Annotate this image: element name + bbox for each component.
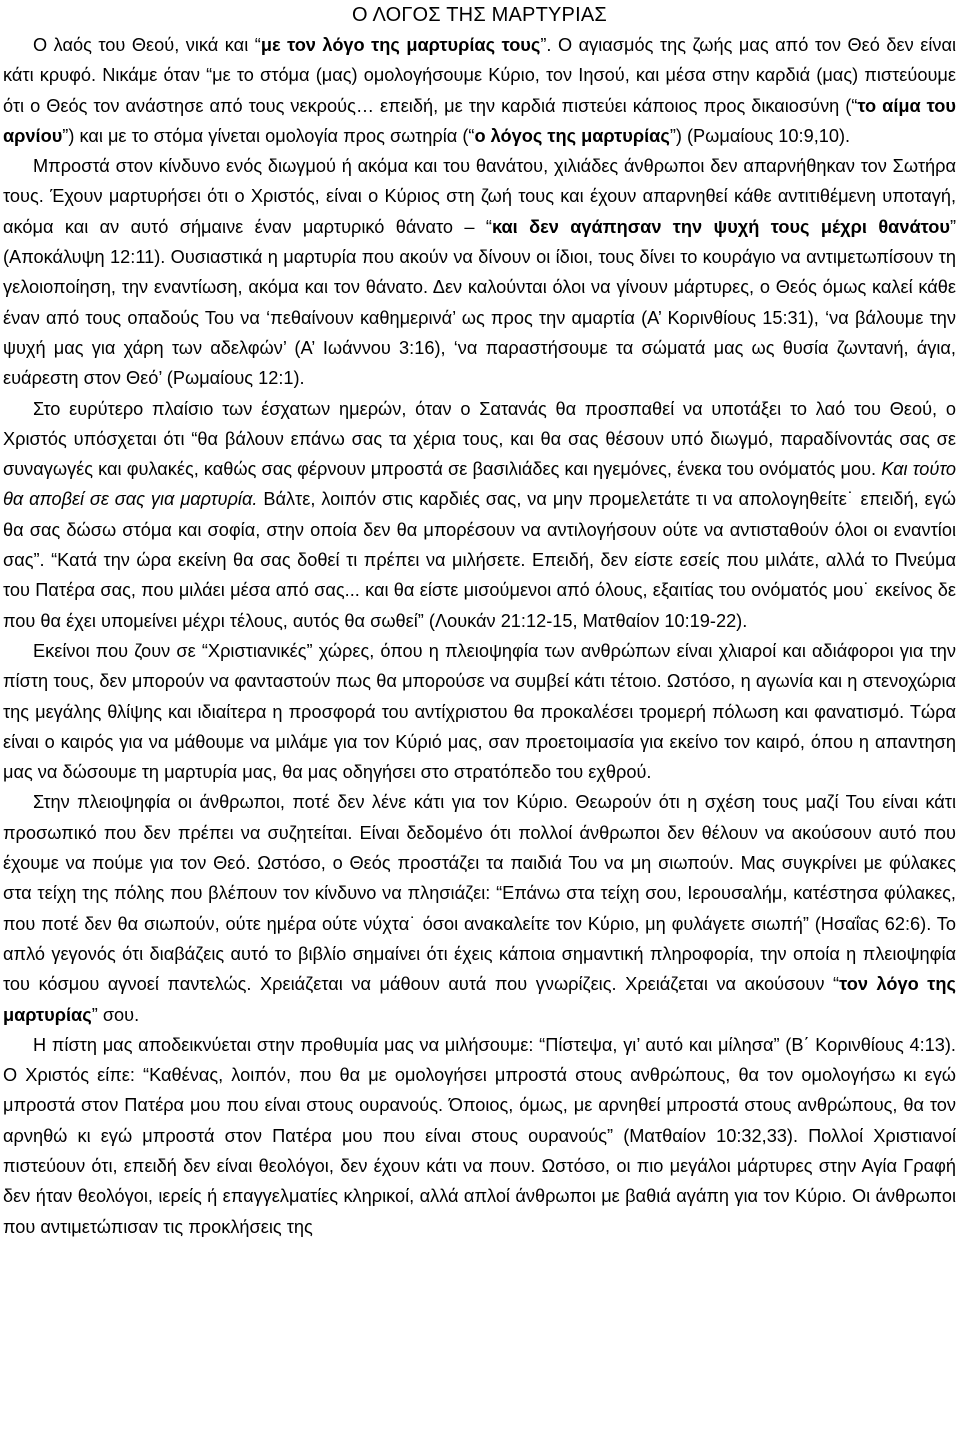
document-body (3, 30, 956, 1242)
text-run: Η πίστη μας αποδεικνύεται στην προθυμία μας να μιλήσουμε: “Πίστεψα, γι’ αυτό και μίλησα” (Β΄ Κορινθίους 4:13). Ο Χριστός είπε: “Καθένας, λοιπόν, που θα με ομολογήσει μπροστά στους ανθρώπους, θα τον ομολογήσω κι εγώ μπροστά στον Πατέρα μου που είναι στους ουρανούς. Όποιος, όμως, με αρνηθεί μπροστά στους ανθρώπους, θα τον αρνηθώ κι εγώ μπροστά στον Πατέρα μου που είναι στους ουρανούς” (Ματθαίον 10:32,33). Πολλοί Χριστιανοί πιστεύουν ότι, επειδή δεν είναι θεολόγοι, δεν έχουν κάτι να πουν. Ωστόσο, οι πιο μεγάλοι μάρτυρες στην Αγία Γραφή δεν ήταν θεολόγοι, ιερείς ή επαγγελματίες κληρικοί, αλλά απλοί άνθρωποι με βαθιά αγάπη για τον Κύριο. Οι άνθρωποι που αντιμετώπισαν τις προκλήσεις της (3, 1034, 956, 1237)
bold-text-run: με τον λόγο της μαρτυρίας τους (260, 35, 541, 55)
paragraph (3, 30, 956, 151)
paragraph (3, 787, 956, 1029)
paragraph (3, 394, 956, 636)
paragraph (3, 636, 956, 787)
document-title: Ο ΛΟΓΟΣ ΤΗΣ ΜΑΡΤΥΡΙΑΣ (352, 4, 607, 26)
text-run: Ο λαός του Θεού, νικά και “ (33, 35, 261, 55)
bold-text-run: τον λόγο της μαρτυρίας (3, 974, 956, 1025)
text-run: ”) και με το στόμα γίνεται ομολογία προς σωτηρία (“ (62, 125, 475, 146)
paragraph (3, 1030, 956, 1242)
text-run: ” σου. (91, 1004, 140, 1025)
text-run: ”) (Ρωμαίους 10:9,10). (669, 125, 851, 146)
italic-text-run: Και τούτο θα αποβεί σε σας για μαρτυρία. (3, 459, 956, 510)
bold-text-run: το αίμα του αρνίου (3, 95, 956, 146)
text-run: Βάλτε, λοιπόν στις καρδιές σας, να μην προμελετάτε τι να απολογηθείτε˙ επειδή, εγώ θα σας δώσω στόμα και σοφία, στην οποία δεν θα μπορέσουν να αντιλογήσουν ούτε να αντισταθούν όλοι οι εναντίοι σας”. “Κατά την ώρα εκείνη θα σας δοθεί τι πρέπει να μιλήσετε. Επειδή, δεν είστε εσείς που μιλάτε, αλλά το Πνεύμα του Πατέρα σας, που μιλάει μέσα από σας... και θα είστε μισούμενοι από όλους, εξαιτίας του ονόματός μου˙ εκείνος δε που θα έχει υπομείνει μέχρι τέλους, αυτός θα σωθεί” (Λουκάν 21:12-15, Ματθαίον 10:19-22). (3, 489, 956, 631)
bold-text-run: και δεν αγάπησαν την ψυχή τους μέχρι θανάτου (491, 216, 950, 237)
text-run: Στο ευρύτερο πλαίσιο των έσχατων ημερών, όταν ο Σατανάς θα προσπαθεί να υποτάξει το λαό του Θεού, ο Χριστός υπόσχεται ότι “θα βάλουν επάνω σας τα χέρια τους, και θα σας θέσουν υπό διωγμό, παραδίνοντάς σας σε συναγωγές και φυλακές, καθώς σας φέρνουν μπροστά σε βασιλιάδες και ηγεμόνες, ένεκα του ονόματός μου. (3, 398, 956, 480)
text-run: ” (Αποκάλυψη 12:11). Ουσιαστικά η μαρτυρία που ακούν να δίνουν οι ίδιοι, τους δίνει το κουράγιο να αντιμετωπίσουν τη γελοιοποίηση, την εναντίωση, ακόμα και τον θάνατο. Δεν καλούνται όλοι να γίνουν μάρτυρες, ο Θεός όμως καλεί κάθε έναν από τους οπαδούς Του να ‘πεθαίνουν καθημερινά’ ως προς την αμαρτία (Α’ Κορινθίους 15:31), ‘να βάλουμε την ψυχή μας για χάρη των αδελφών’ (Α’ Ιωάννου 3:16), ‘να παραστήσουμε τα σώματά μας ως θυσία ζωντανή, άγια, ευάρεστη στον Θεό’ (Ρωμαίους 12:1). (3, 216, 956, 389)
bold-text-run: ο λόγος της μαρτυρίας (474, 125, 670, 146)
text-run: Μπροστά στον κίνδυνο ενός διωγμού ή ακόμα και του θανάτου, χιλιάδες άνθρωποι δεν απαρνήθηκαν τον Σωτήρα τους. Έχουν μαρτυρήσει ότι ο Χριστός, είναι ο Κύριος στη ζωή τους και έχουν απαρνηθεί κάθε αντιτιθέμενη υποταγή, ακόμα και αν αυτό σήμαινε έναν μαρτυρικό θάνατο – “ (3, 156, 956, 237)
text-run: ”. Ο αγιασμός της ζωής μας από τον Θεό δεν είναι κάτι κρυφό. Νικάμε όταν “με το στόμα (μας) ομολογήσουμε Κύριο, τον Ιησού, και μέσα στην καρδιά (μας) πιστεύουμε ότι ο Θεός τον ανάστησε από τους νεκρούς… επειδή, με την καρδιά πιστεύει κάποιος προς δικαιοσύνη (“ (3, 35, 957, 116)
paragraph (3, 151, 956, 393)
text-run: Εκείνοι που ζουν σε “Χριστιανικές” χώρες, όπου η πλειοψηφία των ανθρώπων είναι χλιαροί και αδιάφοροι για την πίστη τους, δεν μπορούν να φανταστούν πως θα μπορούσε να συμβεί κάτι τέτοιο. Ωστόσο, η αγωνία και η στενοχώρια της μεγάλης θλίψης και ιδιαίτερα η προσφορά του αντίχριστου θα προκαλέσει τρομερή πόλωση και φανατισμό. Τώρα είναι ο καιρός για να μάθουμε να μιλάμε για τον Κύριό μας, σαν προετοιμασία για εκείνο τον καιρό, όπου η απαντηση μας να δώσουμε τη μαρτυρία μας, θα μας οδηγήσει στο στρατόπεδο του εχθρού. (3, 640, 956, 783)
text-run: Στην πλειοψηφία οι άνθρωποι, ποτέ δεν λένε κάτι για τον Κύριο. Θεωρούν ότι η σχέση τους μαζί Του είναι κάτι προσωπικό που δεν πρέπει να συζητείται. Είναι δεδομένο ότι πολλοί άνθρωποι δεν θέλουν να ακούσουν αυτό που έχουμε να πούμε για τον Θεό. Ωστόσο, ο Θεός προστάζει τα παιδιά Του να μη σιωπούν. Μας συγκρίνει με φύλακες στα τείχη της πόλης που βλέπουν τον κίνδυνο να πλησιάζει: “Επάνω στα τείχη σου, Ιερουσαλήμ, κατέστησα φύλακες, που ποτέ δεν θα σιωπούν, ούτε ημέρα ούτε νύχτα˙ όσοι ανακαλείτε τον Κύριο, μη φυλάγετε σιωπή” (Ησαΐας 62:6). Το απλό γεγονός ότι διαβάζεις αυτό το βιβλίο σημαίνει ότι έχεις κάποια σημαντική πληροφορία, την οποία η πλειοψηφία του κόσμου αγνοεί παντελώς. Χρειάζεται να μάθουν αυτά που γνωρίζεις. Χρειάζεται να ακούσουν “ (3, 792, 956, 995)
